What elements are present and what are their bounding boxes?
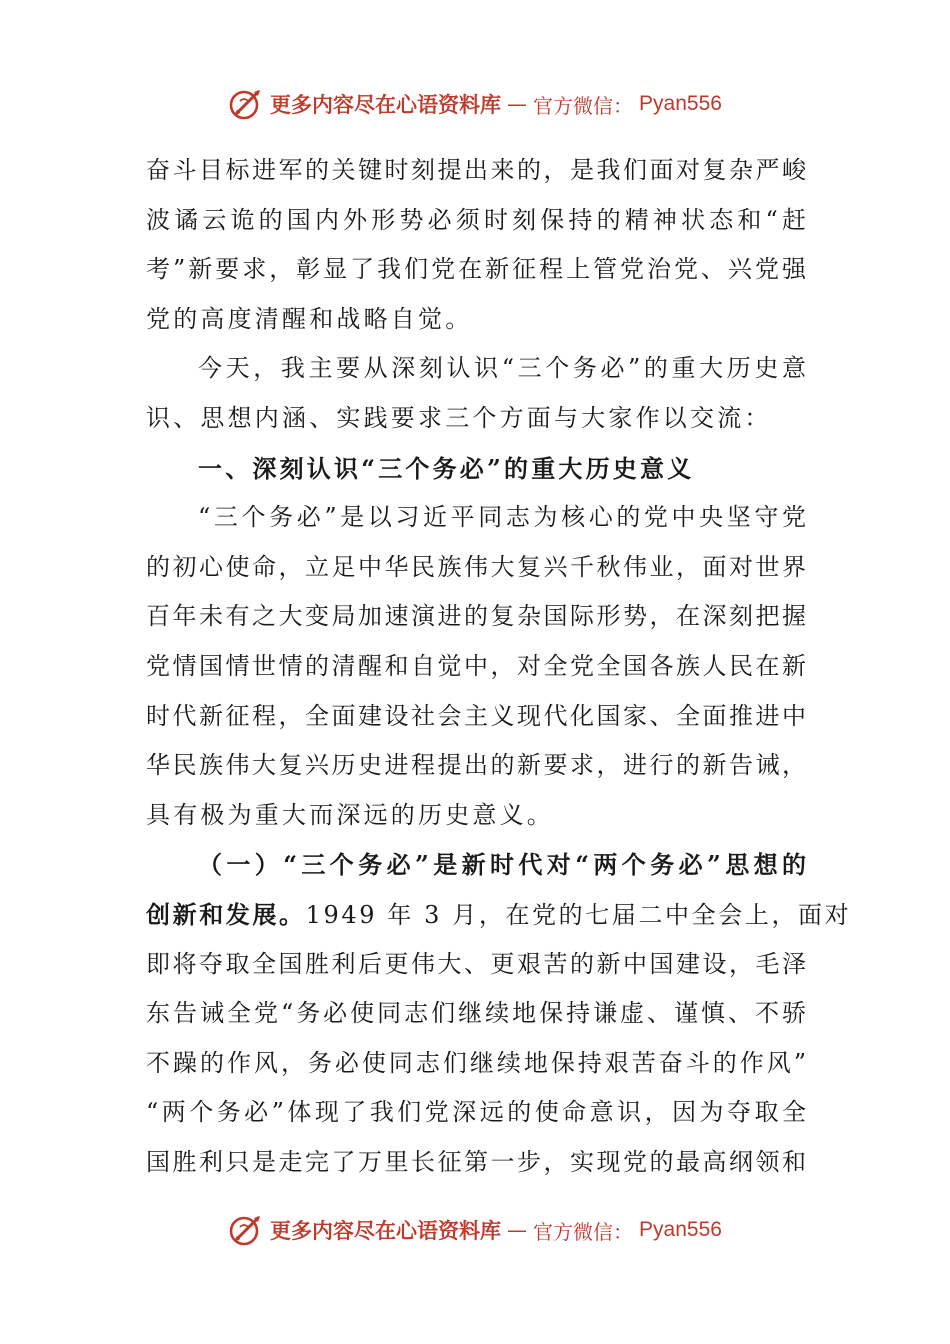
text-run: 1949 年 3 月，在党的七届二中全会上，面对 [305, 900, 852, 929]
text-line: 即将夺取全国胜利后更伟大、更艰苦的新中国建设，毛泽 [146, 949, 806, 978]
watermark-wechat-id: Pyan556 [639, 92, 722, 115]
text-line: 奋斗目标进军的关键时刻提出来的，是我们面对复杂严峻 [146, 156, 806, 184]
text-line: 考”新要求，彰显了我们党在新征程上管党治党、兴党强 [146, 255, 806, 284]
text-line: 华民族伟大复兴历史进程提出的新要求，进行的新告诫， [146, 751, 806, 780]
watermark-site-text: 更多内容尽在心语资料库 [270, 92, 502, 117]
watermark-wechat-label: 官方微信： [533, 1219, 634, 1244]
section-heading: 一、深刻认识“三个务必”的重大历史意义 [198, 453, 695, 483]
footer-watermark [0, 1208, 950, 1252]
text-line: 党的高度清醒和战略自觉。 [146, 304, 473, 333]
pen-logo-icon [228, 86, 264, 122]
text-line: 党情国情世情的清醒和自觉中，对全党全国各族人民在新 [146, 651, 806, 680]
text-line: 今天，我主要从深刻认识“三个务必”的重大历史意 [198, 354, 806, 383]
text-line: 时代新征程，全面建设社会主义现代化国家、全面推进中 [146, 701, 806, 730]
document-body [146, 146, 852, 1187]
subsection-heading-end: 创新和发展。 [146, 899, 306, 929]
subsection-heading: （一）“三个务必”是新时代对“两个务必”思想的 [198, 850, 806, 880]
watermark-site-text: 更多内容尽在心语资料库 [270, 1218, 502, 1243]
text-line: “三个务必”是以习近平同志为核心的党中央坚守党 [198, 503, 806, 532]
text-line: 波谲云诡的国内外形势必须时刻保持的精神状态和“赶 [146, 205, 806, 234]
text-line: 识、思想内涵、实践要求三个方面与大家作以交流： [146, 403, 772, 432]
watermark-dash: — [507, 1218, 528, 1242]
text-line: 的初心使命，立足中华民族伟大复兴千秋伟业，面对世界 [146, 552, 806, 581]
text-line: “两个务必”体现了我们党深远的使命意识，因为夺取全 [146, 1098, 806, 1127]
header-watermark [0, 82, 950, 126]
watermark-dash: — [507, 92, 528, 116]
text-line: 百年未有之大变局加速演进的复杂国际形势，在深刻把握 [146, 602, 806, 631]
watermark-wechat-label: 官方微信： [533, 93, 634, 118]
text-line: 东告诫全党“务必使同志们继续地保持谦虚、谨慎、不骄 [146, 999, 806, 1028]
text-line: 具有极为重大而深远的历史意义。 [146, 800, 554, 829]
watermark-wechat-id: Pyan556 [639, 1218, 722, 1241]
text-line-mixed [146, 890, 852, 940]
text-line: 不躁的作风，务必使同志们继续地保持艰苦奋斗的作风” [146, 1048, 806, 1077]
text-line: 国胜利只是走完了万里长征第一步，实现党的最高纲领和 [146, 1147, 806, 1176]
pen-logo-icon [228, 1212, 264, 1248]
